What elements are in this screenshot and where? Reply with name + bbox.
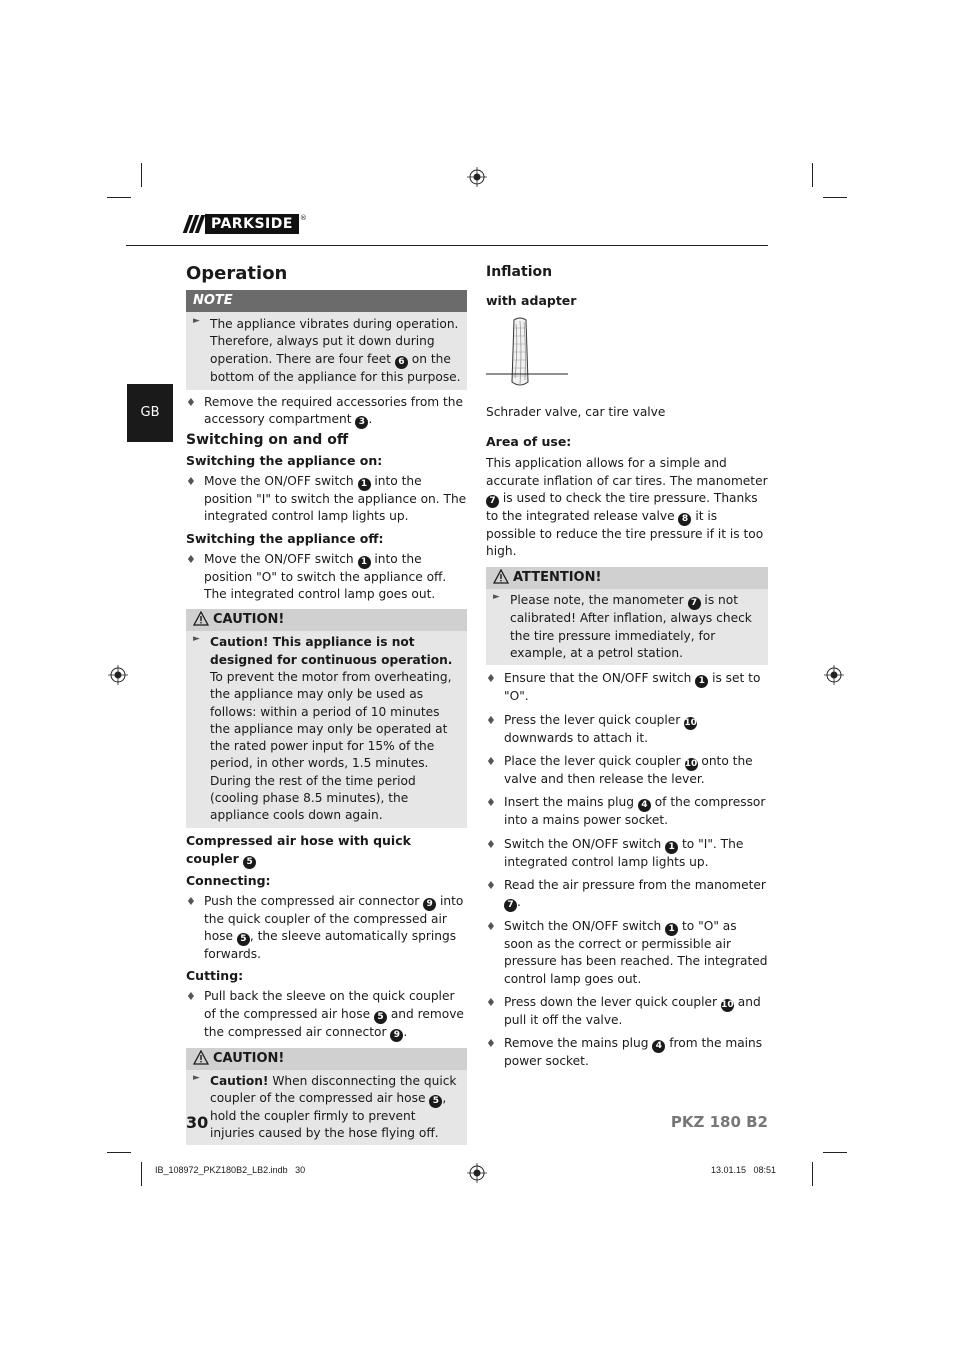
registration-mark-icon: [824, 665, 844, 685]
inflation-steps: [486, 670, 768, 1070]
header-rule: [126, 245, 768, 246]
caution-label: CAUTION!: [213, 612, 285, 628]
language-tab: GB: [127, 384, 173, 442]
caution-text: Caution! This appliance is not designed for continuous operation. To prevent the motor from overheating, the appliance may only be used as follows: within a period of 10 minutes the appliance may only be operated at the rated power input for 15% of the period, in other words, 1.5 minutes. During the rest of the time period (cooling phase 8.5 minutes), the appliance cools down again.: [210, 635, 453, 823]
caution-label: CAUTION!: [213, 1050, 285, 1066]
number-badge: 7: [504, 899, 517, 912]
list-item: ♦ Move the ON/OFF switch 1 into the position "O" to switch the appliance off. The integrated control lamp goes out.: [186, 551, 447, 602]
diamond-bullet-icon: ♦: [486, 878, 496, 892]
diamond-bullet-icon: ♦: [186, 395, 196, 409]
number-badge: 4: [638, 799, 651, 812]
number-badge: 1: [358, 556, 371, 569]
arrow-icon: ►: [193, 1072, 200, 1083]
page-number: 30: [186, 1113, 209, 1132]
arrow-icon: ►: [193, 316, 200, 326]
diamond-bullet-icon: ♦: [486, 672, 496, 686]
registered-trademark-icon: ®: [299, 214, 307, 222]
list-item: ♦ Press the lever quick coupler 10 downwards to attach it.: [486, 712, 697, 745]
caution-box: [186, 609, 467, 827]
caution-body: [186, 631, 467, 827]
crop-mark: [812, 163, 813, 187]
crop-mark: [812, 1162, 813, 1186]
step-title: with adapter: [486, 293, 577, 308]
step-title: Connecting:: [186, 872, 271, 888]
crop-mark: [823, 197, 847, 198]
diamond-bullet-icon: ♦: [486, 1037, 496, 1051]
diamond-bullet-icon: ♦: [486, 837, 496, 851]
warning-triangle-icon: [493, 569, 509, 584]
crop-mark: [141, 163, 142, 187]
list-item: ♦ Place the lever quick coupler 10 onto the valve and then release the lever.: [486, 753, 753, 786]
step-title: Area of use:: [486, 434, 572, 450]
warning-triangle-icon: [193, 1050, 209, 1065]
crop-mark: [107, 1152, 131, 1153]
number-badge: 10: [721, 1000, 734, 1011]
diamond-bullet-icon: ♦: [186, 552, 196, 566]
registration-mark-icon: [108, 665, 128, 685]
subsection-title: Switching on and off: [186, 432, 349, 449]
number-badge: 7: [688, 597, 701, 610]
diamond-bullet-icon: ♦: [186, 894, 196, 908]
arrow-icon: ►: [193, 634, 200, 645]
list-item: ♦ Insert the mains plug 4 of the compressor into a mains power socket.: [486, 795, 766, 828]
number-badge: 7: [486, 495, 499, 508]
note-text: The appliance vibrates during operation. Therefore, always put it down during operation. There are four feet 6 on the bottom of the appliance for this purpose.: [210, 317, 461, 384]
diamond-bullet-icon: ♦: [486, 713, 496, 727]
model-name: PKZ 180 B2: [670, 1113, 768, 1131]
number-badge: 1: [665, 923, 678, 936]
number-badge: 4: [652, 1040, 665, 1053]
attention-body: [486, 589, 768, 665]
list-item: ♦ Move the ON/OFF switch 1 into the position "I" to switch the appliance on. The integrated control lamp lights up.: [186, 474, 467, 524]
diamond-bullet-icon: ♦: [186, 990, 196, 1004]
step-title: Compressed air hose with quick coupler 5: [186, 832, 411, 867]
caution-text: Caution! When disconnecting the quick coupler of the compressed air hose 5 , hold the coupler firmly to prevent injuries caused by the hose flying off.: [210, 1073, 457, 1141]
schrader-valve-adapter-image: [486, 316, 570, 392]
crop-mark: [823, 1152, 847, 1153]
number-badge: 1: [695, 675, 708, 688]
section-title: Operation: [186, 263, 288, 284]
list-item: ♦ Push the compressed air connector 9 into the quick coupler of the compressed air hose 5 , the sleeve automatically springs forwards.: [186, 893, 464, 961]
list-item: ♦ Read the air pressure from the manometer 7 .: [486, 877, 766, 911]
number-badge: 10: [684, 758, 698, 769]
number-badge: 3: [355, 416, 368, 429]
list-item: ♦ Pull back the sleeve on the quick coupler of the compressed air hose 5 and remove the compressed air connector 9 .: [186, 989, 464, 1040]
step-title: Cutting:: [186, 968, 244, 984]
diamond-bullet-icon: ♦: [486, 996, 496, 1010]
diamond-bullet-icon: ♦: [486, 754, 496, 768]
number-badge: 5: [243, 856, 256, 869]
list-item: ♦ Remove the required accessories from the accessory compartment 3 .: [186, 394, 464, 428]
adapter-caption: Schrader valve, car tire valve: [486, 405, 666, 419]
attention-header: [486, 567, 768, 589]
brand-name: PARKSIDE: [205, 214, 299, 234]
number-badge: 1: [665, 841, 678, 854]
number-badge: 9: [390, 1029, 403, 1042]
step-title: Switching the appliance on:: [186, 453, 383, 469]
caution-box: [186, 1048, 467, 1146]
list-item: ♦ Press down the lever quick coupler 10 and pull it off the valve.: [486, 995, 761, 1028]
registration-mark-icon: [467, 1163, 487, 1183]
note-body: [186, 312, 467, 390]
note-box: [186, 290, 467, 390]
diamond-bullet-icon: ♦: [486, 920, 496, 934]
step-title: Switching the appliance off:: [186, 530, 384, 546]
left-column: [186, 262, 467, 1145]
number-badge: 1: [358, 478, 371, 491]
note-label: NOTE: [186, 290, 467, 312]
caution-body: [186, 1070, 467, 1146]
number-badge: 5: [429, 1095, 442, 1108]
right-column: [486, 262, 768, 1077]
crop-mark: [107, 197, 131, 198]
number-badge: 5: [374, 1011, 387, 1024]
diamond-bullet-icon: ♦: [486, 796, 496, 810]
arrow-icon: ►: [493, 592, 500, 603]
list-item: ♦ Ensure that the ON/OFF switch 1 is set to "O".: [486, 671, 761, 704]
attention-text: Please note, the manometer 7 is not calibrated! After inflation, always check the tire pressure immediately, for example, at a petrol station.: [510, 593, 752, 661]
list-item: ♦ Switch the ON/OFF switch 1 to "O" as soon as the correct or permissible air pressure has been reached. The integrated control lamp goes out.: [486, 919, 768, 986]
attention-box: [486, 567, 768, 665]
diamond-bullet-icon: ♦: [186, 475, 196, 489]
number-badge: 5: [237, 933, 250, 946]
number-badge: 10: [684, 717, 697, 728]
subsection-title: Inflation: [486, 264, 553, 280]
caution-header: [186, 1048, 467, 1070]
caution-header: [186, 609, 467, 631]
registration-mark-icon: [467, 167, 487, 187]
number-badge: 9: [423, 898, 436, 911]
list-item: ♦ Switch the ON/OFF switch 1 to "I". The integrated control lamp lights up.: [486, 836, 744, 869]
number-badge: 8: [678, 513, 691, 526]
attention-label: ATTENTION!: [513, 570, 602, 586]
print-file-info: IB_108972_PKZ180B2_LB2.indb 30: [155, 1165, 306, 1175]
print-date: 13.01.15 08:51: [710, 1165, 776, 1175]
area-text: This application allows for a simple and accurate inflation of car tires. The manometer 7 is used to check the tire pressure. Thanks to the integrated release valve 8 it is possible to reduce the tire pressure if it is too high.: [486, 456, 768, 559]
parkside-logo: [186, 214, 307, 234]
warning-triangle-icon: [193, 611, 209, 626]
crop-mark: [141, 1162, 142, 1186]
logo-slashes-icon: [186, 215, 202, 233]
number-badge: 6: [395, 356, 408, 369]
list-item: ♦ Remove the mains plug 4 from the mains power socket.: [486, 1036, 763, 1069]
